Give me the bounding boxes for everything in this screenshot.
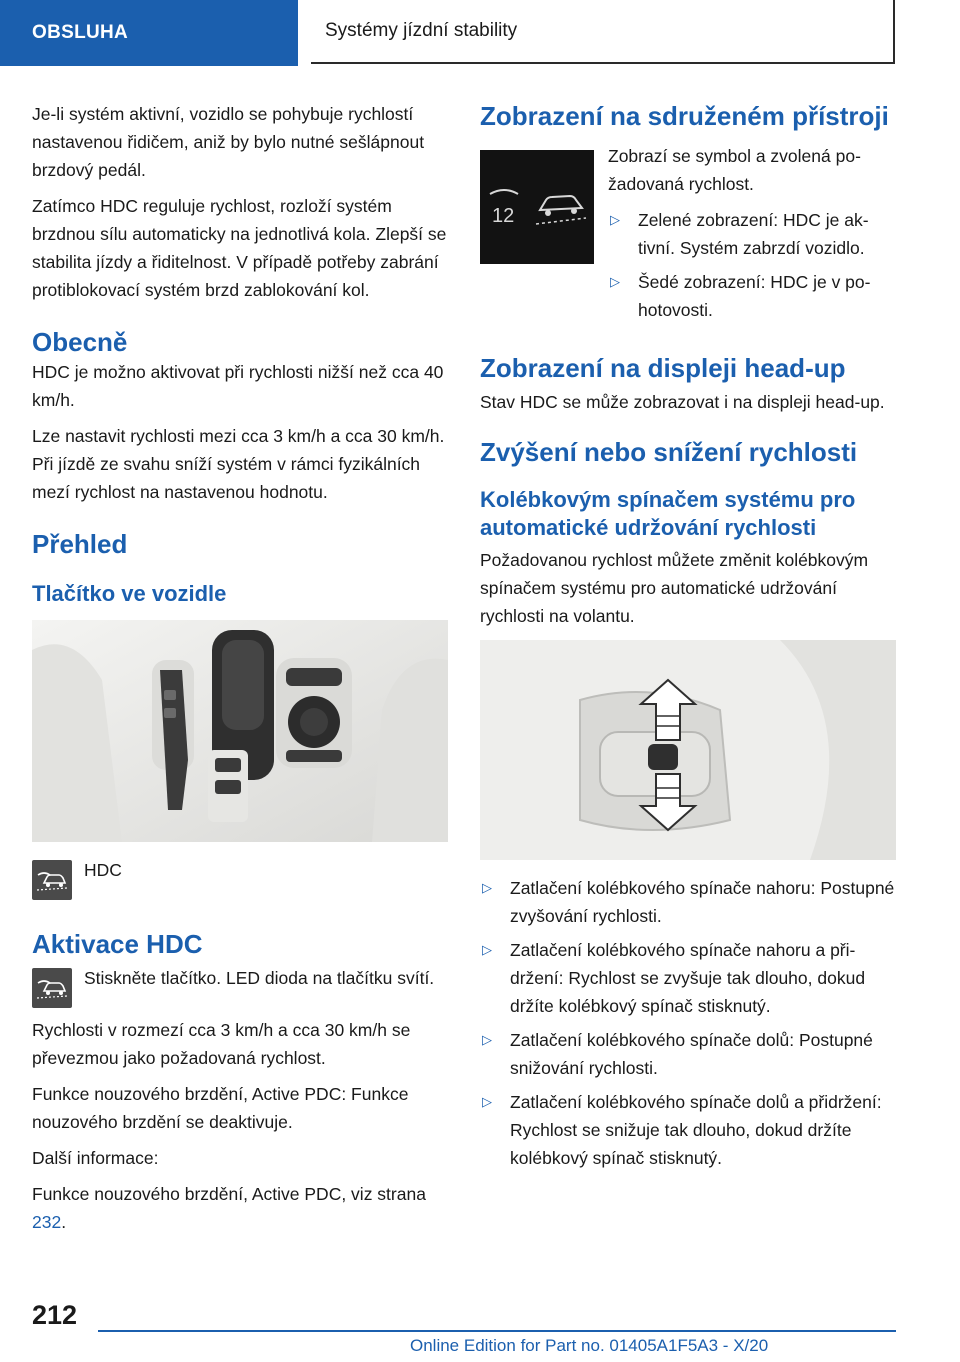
hdc-button-icon <box>32 968 72 1008</box>
reference-text: Funkce nouzového brzdění, Active PDC, viz strana <box>32 1184 426 1204</box>
cluster-display-image <box>480 150 594 264</box>
triangle-right-icon: ▷ <box>482 880 492 895</box>
list-item: ▷ Zatlačení kolébkového spínače dolů a přidržení: Rychlost se snižuje tak dlouho, dokud držíte kolébkový spínač stisknutý. <box>480 1088 896 1172</box>
section-tab <box>0 0 298 66</box>
heading-overview: Přehled <box>32 529 128 559</box>
paragraph-more-info: Další informace: <box>32 1148 159 1168</box>
left-column <box>32 100 448 1244</box>
center-console-photo <box>32 620 448 842</box>
steering-wheel-rocker-photo <box>480 640 896 860</box>
heading-activate-hdc: Aktivace HDC <box>32 929 203 959</box>
paragraph-headup: Stav HDC se může zobrazovat i na displeji head-up. <box>480 392 885 412</box>
hdc-caption: HDC <box>84 860 122 880</box>
paragraph-active: Je-li systém aktivní, vozidlo se pohybuje rychlostí nastavenou řidičem, aniž by bylo nutné sešlápnout brzdový pedál. <box>32 104 425 180</box>
paragraph-reference <box>32 1180 448 1236</box>
triangle-right-icon: ▷ <box>482 1032 492 1047</box>
page-number: 212 <box>32 1300 78 1330</box>
heading-button-in-vehicle: Tlačítko ve vozidle <box>32 581 227 606</box>
footer-divider <box>98 1330 896 1332</box>
paragraph-brake-distribution: Zatímco HDC reguluje rychlost, rozloží systém brzdnou sílu automaticky na jednotlivá kola. Zlepší se stabilita jízdy a řiditelnost. V případě potřeby zabrání protiblokovací systém brzd zablokování kol. <box>32 196 447 300</box>
cluster-intro: Zobrazí se symbol a zvolená požadovaná rychlost. <box>608 146 861 194</box>
section-title: OBSLUHA <box>32 22 129 43</box>
triangle-right-icon: ▷ <box>610 274 620 289</box>
list-item: ▷ Zatlačení kolébkového spínače nahoru a přidržení: Rychlost se zvyšuje tak dlouho, dokud držíte kolébkový spínač stisknutý. <box>480 936 896 1020</box>
heading-cluster-display: Zobrazení na sdruženém přístroji <box>480 101 889 131</box>
rocker-actions-list <box>480 874 896 1172</box>
paragraph-emergency-braking: Funkce nouzového brzdění, Active PDC: Funkce nouzového brzdění se deaktivuje. <box>32 1084 409 1132</box>
cluster-description <box>608 146 896 332</box>
paragraph-activation-speed: HDC je možno aktivovat při rychlosti nižší než cca 40 km/h. <box>32 362 444 410</box>
heading-rocker-switch: Kolébkovým spínačem systému pro automatické udržování rychlosti <box>480 487 856 540</box>
list-item: ▷ Zelené zobrazení: HDC je aktivní. Systém zabrzdí vozidlo. <box>608 206 896 262</box>
paragraph-rocker-intro: Požadovanou rychlost můžete změnit kolébkovým spínačem systému pro automatické udržování rychlosti na volantu. <box>480 550 869 626</box>
page-link-232[interactable]: 232 <box>32 1212 62 1232</box>
hdc-button-legend <box>32 860 448 900</box>
heading-general: Obecně <box>32 327 128 357</box>
heading-speed-change: Zvýšení nebo snížení rychlosti <box>480 437 858 467</box>
cluster-list <box>608 206 896 324</box>
list-item: ▷ Zatlačení kolébkového spínače dolů: Postupné snižování rychlosti. <box>480 1026 896 1082</box>
list-item: ▷ Zatlačení kolébkového spínače nahoru: Postupné zvyšování rychlosti. <box>480 874 896 930</box>
triangle-right-icon: ▷ <box>610 212 620 227</box>
triangle-right-icon: ▷ <box>482 1094 492 1109</box>
triangle-right-icon: ▷ <box>482 942 492 957</box>
paragraph-speed-takeover: Rychlosti v rozmezí cca 3 km/h a cca 30 km/h se převezmou jako požadovaná rychlost. <box>32 1020 411 1068</box>
cluster-display-block <box>480 146 896 332</box>
list-item: ▷ Šedé zobrazení: HDC je v pohotovosti. <box>608 268 896 324</box>
cluster-speed: 12 <box>492 205 515 227</box>
paragraph-speed-range: Lze nastavit rychlosti mezi cca 3 km/h a cca 30 km/h. Při jízdě ze svahu sníží systém v rámci fyzikálních mezí rychlost na nastavenou hodnotu. <box>32 426 445 502</box>
hdc-car-on-slope-icon <box>32 860 72 900</box>
heading-headup-display: Zobrazení na displeji head-up <box>480 353 846 383</box>
reference-end: . <box>61 1212 67 1232</box>
activate-instruction: Stiskněte tlačítko. LED dioda na tlačítku svítí. <box>84 968 435 988</box>
footer-edition: Online Edition for Part no. 01405A1F5A3 - X/20 <box>410 1336 769 1355</box>
chapter-title: Systémy jízdní stability <box>325 20 518 41</box>
chapter-header <box>311 0 895 64</box>
right-column <box>480 100 896 1180</box>
activate-step <box>32 964 448 1008</box>
